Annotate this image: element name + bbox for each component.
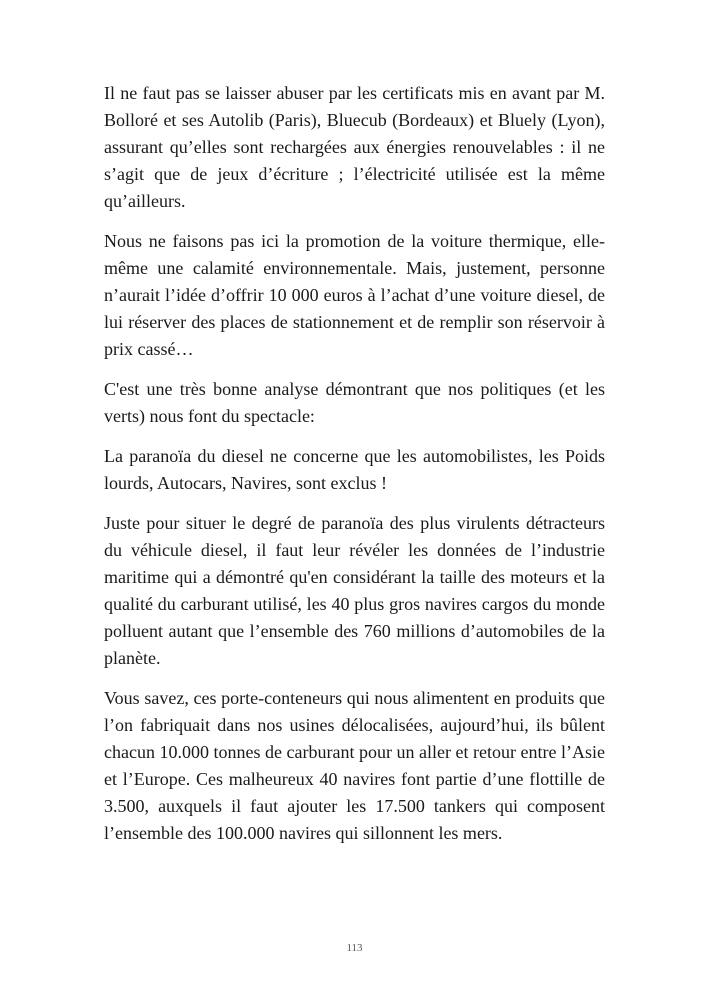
paragraph-analyse: C'est une très bonne analyse démontrant que nos politiques (et les verts) nous font du spectacle:	[104, 379, 605, 426]
paragraph-certificats: Il ne faut pas se laisser abuser par les certificats mis en avant par M. Bolloré et ses Autolib (Paris), Bluecub (Bordeaux) et Bluely (Lyon), assurant qu’elles sont rechargées aux énergies renouvelables : il ne s’agit que de jeux d’écriture ; l’électricité utilisée est la même qu’ailleurs.	[104, 83, 605, 211]
paragraph-voiture-thermique: Nous ne faisons pas ici la promotion de la voiture thermique, elle-même une calamité environnementale. Mais, justement, personne n’aurait l’idée d’offrir 10 000 euros à l’achat d’une voiture diesel, de lui réserver des places de stationnement et de remplir son réservoir à prix cassé…	[104, 231, 605, 359]
paragraph-paranoia-diesel: La paranoïa du diesel ne concerne que les automobilistes, les Poids lourds, Autocars, Navires, sont exclus !	[104, 446, 605, 493]
page-number: 113	[346, 942, 363, 954]
body-text	[104, 80, 605, 860]
paragraph-porte-conteneurs: Vous savez, ces porte-conteneurs qui nous alimentent en produits que l’on fabriquait dans nos usines délocalisées, aujourd’hui, ils bûlent chacun 10.000 tonnes de carburant pour un aller et retour entre l’Asie et l’Europe. Ces malheureux 40 navires font partie d’une flottille de 3.500, auxquels il faut ajouter les 17.500 tankers qui composent l’ensemble des 100.000 navires qui sillonnent les mers.	[104, 688, 605, 843]
paragraph-industrie-maritime: Juste pour situer le degré de paranoïa des plus virulents détracteurs du véhicule diesel, il faut leur révéler les données de l’industrie maritime qui a démontré qu'en considérant la taille des moteurs et la qualité du carburant utilisé, les 40 plus gros navires cargos du monde polluent autant que l’ensemble des 760 millions d’automobiles de la planète.	[104, 513, 605, 668]
